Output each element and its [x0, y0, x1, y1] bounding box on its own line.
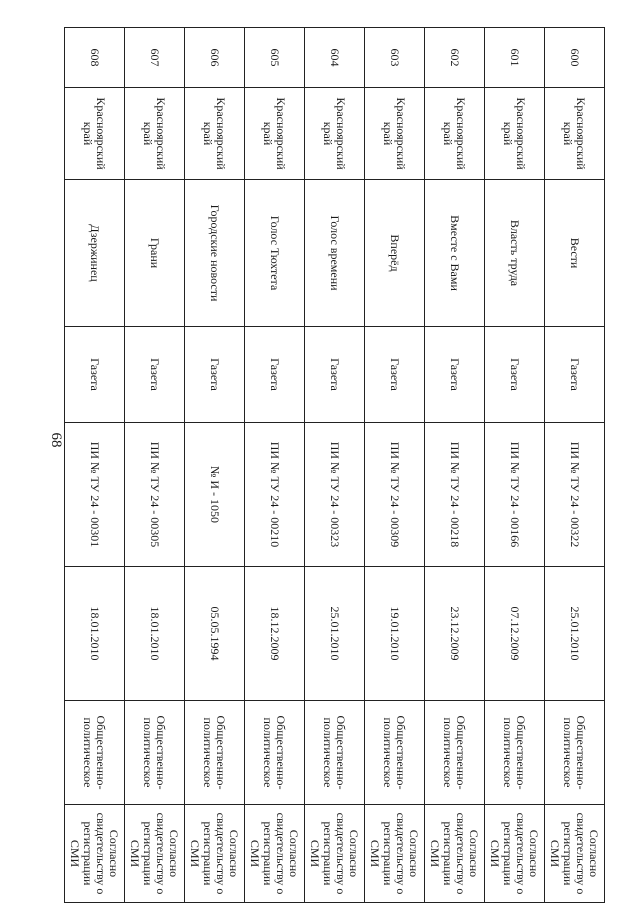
license-cell: ПИ № ТУ 24 - 00322 [545, 423, 605, 567]
table-row [185, 28, 245, 903]
title-cell: Городские новости [185, 180, 245, 327]
territory-cell: Согласно свидетельству о регистрации СМИ [545, 805, 605, 903]
specialization-cell: Общественно-политическое [365, 701, 425, 805]
row-number-cell: 606 [185, 28, 245, 88]
date-cell: 25.01.2010 [305, 567, 365, 701]
region-cell: Красноярский край [245, 88, 305, 180]
type-cell: Газета [305, 327, 365, 423]
territory-cell: Согласно свидетельству о регистрации СМИ [305, 805, 365, 903]
table-row [425, 28, 485, 903]
date-cell: 18.12.2009 [245, 567, 305, 701]
table-row [365, 28, 425, 903]
title-cell: Вперёд [365, 180, 425, 327]
region-cell: Красноярский край [485, 88, 545, 180]
territory-cell: Согласно свидетельству о регистрации СМИ [245, 805, 305, 903]
license-cell: ПИ № ТУ 24 - 00166 [485, 423, 545, 567]
type-cell: Газета [65, 327, 125, 423]
title-cell: Голос времени [305, 180, 365, 327]
region-cell: Красноярский край [365, 88, 425, 180]
specialization-cell: Общественно-политическое [305, 701, 365, 805]
date-cell: 07.12.2009 [485, 567, 545, 701]
specialization-cell: Общественно-политическое [545, 701, 605, 805]
row-number-cell: 603 [365, 28, 425, 88]
territory-cell: Согласно свидетельству о регистрации СМИ [365, 805, 425, 903]
date-cell: 23.12.2009 [425, 567, 485, 701]
type-cell: Газета [365, 327, 425, 423]
specialization-cell: Общественно-политическое [485, 701, 545, 805]
row-number-cell: 604 [305, 28, 365, 88]
date-cell: 19.01.2010 [365, 567, 425, 701]
title-cell: Вместе с Вами [425, 180, 485, 327]
type-cell: Газета [125, 327, 185, 423]
specialization-cell: Общественно-политическое [185, 701, 245, 805]
title-cell: Власть труда [485, 180, 545, 327]
type-cell: Газета [185, 327, 245, 423]
table-row [65, 28, 125, 903]
row-number-cell: 601 [485, 28, 545, 88]
registry-table-container [65, 27, 605, 902]
table-row [125, 28, 185, 903]
date-cell: 18.01.2010 [65, 567, 125, 701]
row-number-cell: 608 [65, 28, 125, 88]
region-cell: Красноярский край [65, 88, 125, 180]
table-row [245, 28, 305, 903]
region-cell: Красноярский край [185, 88, 245, 180]
table-row [305, 28, 365, 903]
title-cell: Дзержинец [65, 180, 125, 327]
registry-rows [65, 28, 605, 903]
territory-cell: Согласно свидетельству о регистрации СМИ [425, 805, 485, 903]
region-cell: Красноярский край [425, 88, 485, 180]
territory-cell: Согласно свидетельству о регистрации СМИ [485, 805, 545, 903]
territory-cell: Согласно свидетельству о регистрации СМИ [125, 805, 185, 903]
table-row [545, 28, 605, 903]
territory-cell: Согласно свидетельству о регистрации СМИ [185, 805, 245, 903]
license-cell: ПИ № ТУ 24 - 00218 [425, 423, 485, 567]
license-cell: ПИ № ТУ 24 - 00305 [125, 423, 185, 567]
date-cell: 25.01.2010 [545, 567, 605, 701]
territory-cell: Согласно свидетельству о регистрации СМИ [65, 805, 125, 903]
row-number-cell: 607 [125, 28, 185, 88]
specialization-cell: Общественно-политическое [125, 701, 185, 805]
region-cell: Красноярский край [545, 88, 605, 180]
type-cell: Газета [545, 327, 605, 423]
title-cell: Голос Тюхтета [245, 180, 305, 327]
page-number: 68 [48, 432, 64, 448]
license-cell: ПИ № ТУ 24 - 00323 [305, 423, 365, 567]
type-cell: Газета [485, 327, 545, 423]
type-cell: Газета [245, 327, 305, 423]
date-cell: 05.05.1994 [185, 567, 245, 701]
type-cell: Газета [425, 327, 485, 423]
title-cell: Грани [125, 180, 185, 327]
row-number-cell: 602 [425, 28, 485, 88]
specialization-cell: Общественно-политическое [245, 701, 305, 805]
registry-table [64, 27, 605, 903]
region-cell: Красноярский край [125, 88, 185, 180]
date-cell: 18.01.2010 [125, 567, 185, 701]
license-cell: ПИ № ТУ 24 - 00309 [365, 423, 425, 567]
license-cell: № И - 1050 [185, 423, 245, 567]
table-row [485, 28, 545, 903]
license-cell: ПИ № ТУ 24 - 00301 [65, 423, 125, 567]
specialization-cell: Общественно-политическое [425, 701, 485, 805]
region-cell: Красноярский край [305, 88, 365, 180]
row-number-cell: 605 [245, 28, 305, 88]
row-number-cell: 600 [545, 28, 605, 88]
title-cell: Вести [545, 180, 605, 327]
license-cell: ПИ № ТУ 24 - 00210 [245, 423, 305, 567]
specialization-cell: Общественно-политическое [65, 701, 125, 805]
